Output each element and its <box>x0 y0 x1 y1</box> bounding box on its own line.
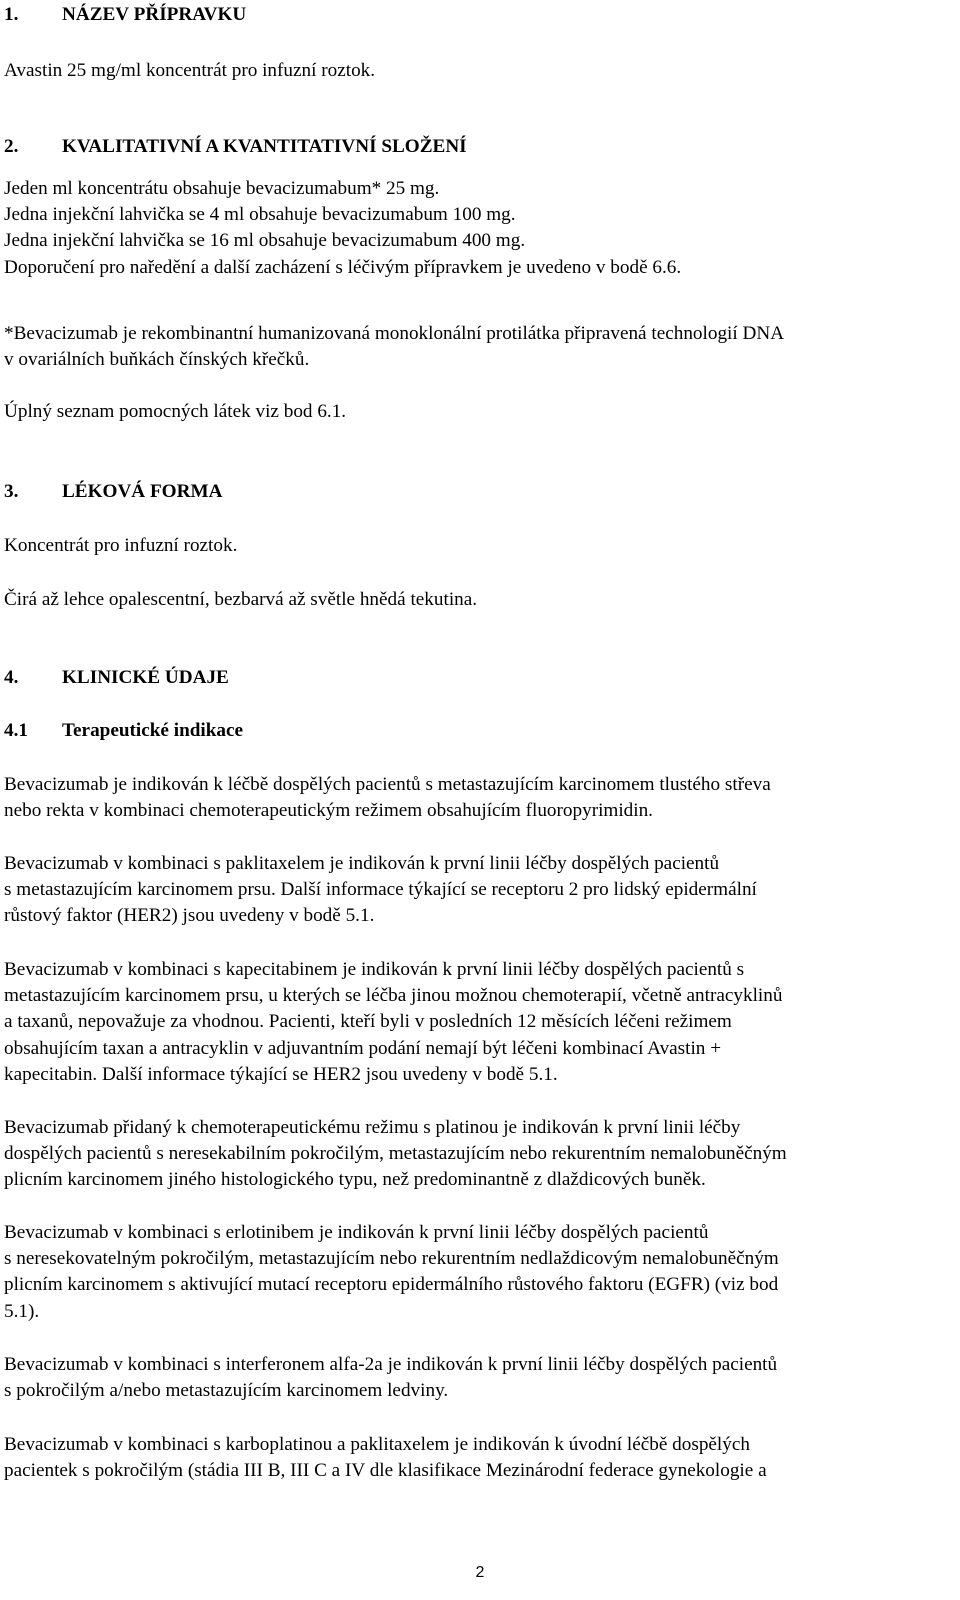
indication-paragraph <box>4 1432 956 1484</box>
section-3-heading <box>4 479 956 505</box>
text-line: Bevacizumab v kombinaci s kapecitabinem je indikován k první linii léčby dospělých pacientů s <box>4 959 745 980</box>
text-line: metastazujícím karcinomem prsu, u kterých se léčba jinou možnou chemoterapií, včetně antracyklinů <box>4 985 783 1007</box>
dosage-form-text: Koncentrát pro infuzní roztok. <box>4 535 238 556</box>
text-line: *Bevacizumab je rekombinantní humanizovaná monoklonální protilátka připravená technologií DNA <box>4 323 785 344</box>
text-line: Jedna injekční lahvička se 16 ml obsahuje bevacizumabum 400 mg. <box>4 230 526 252</box>
text-line: kapecitabin. Další informace týkající se HER2 jsou uvedeny v bodě 5.1. <box>4 1063 558 1085</box>
text-line: s neresekovatelným pokročilým, metastazujícím nebo rekurentním nedlaždicovým nemalobuněčným <box>4 1248 779 1270</box>
text-line: pacientek s pokročilým (stádia III B, III C a IV dle klasifikace Mezinárodní federace gynekologie a <box>4 1460 767 1482</box>
text-line: růstový faktor (HER2) jsou uvedeny v bodě 5.1. <box>4 905 375 927</box>
text-line: Jeden ml koncentrátu obsahuje bevacizumabum* 25 mg. <box>4 178 440 199</box>
text-line: a taxanů, nepovažuje za vhodnou. Pacienti, kteří byli v posledních 12 měsících léčeni režimem <box>4 1011 732 1033</box>
indication-paragraph <box>4 851 956 930</box>
text-line: plicním karcinomem jiného histologického typu, než predominantně z dlaždicových buněk. <box>4 1169 706 1191</box>
section-number: 4. <box>4 667 19 688</box>
text-line: Bevacizumab je indikován k léčbě dospělých pacientů s metastazujícím karcinomem tlustého střeva <box>4 774 771 795</box>
section-title: LÉKOVÁ FORMA <box>62 481 223 502</box>
appearance-text: Čirá až lehce opalescentní, bezbarvá až světle hnědá tekutina. <box>4 589 478 610</box>
text-line: Bevacizumab přidaný k chemoterapeutickému režimu s platinou je indikován k první linii léčby <box>4 1117 741 1138</box>
product-name: Avastin 25 mg/ml koncentrát pro infuzní roztok. <box>4 60 376 81</box>
indication-paragraph <box>4 1115 956 1194</box>
text-line: s pokročilým a/nebo metastazujícím karcinomem ledviny. <box>4 1380 449 1402</box>
composition-paragraph <box>4 176 956 281</box>
text-line: nebo rekta v kombinaci chemoterapeutickým režimem obsahujícím fluoropyrimidin. <box>4 800 653 822</box>
section-1-heading <box>4 2 956 28</box>
text-line: Bevacizumab v kombinaci s karboplatinou a paklitaxelem je indikován k úvodní léčbě dospělých <box>4 1434 750 1455</box>
indication-paragraph <box>4 772 956 824</box>
text-line: v ovariálních buňkách čínských křečků. <box>4 349 310 371</box>
section-title: Terapeutické indikace <box>62 720 244 741</box>
text-line: Bevacizumab v kombinaci s erlotinibem je indikován k první linii léčby dospělých pacientů <box>4 1222 709 1243</box>
section-number: 2. <box>4 136 19 157</box>
text-line: Bevacizumab v kombinaci s paklitaxelem je indikován k první linii léčby dospělých pacientů <box>4 853 720 874</box>
indication-paragraph <box>4 957 956 1088</box>
section-number: 1. <box>4 4 19 25</box>
excipients-note: Úplný seznam pomocných látek viz bod 6.1. <box>4 401 347 422</box>
text-line: s metastazujícím karcinomem prsu. Další informace týkající se receptoru 2 pro lidský epidermální <box>4 879 757 901</box>
page-number: 2 <box>475 1564 485 1581</box>
indication-paragraph <box>4 1220 956 1325</box>
text-line: Bevacizumab v kombinaci s interferonem alfa-2a je indikován k první linii léčby dospělých pacientů <box>4 1354 778 1375</box>
text-line: obsahujícím taxan a antracyklin v adjuvantním podání nemají být léčeni kombinací Avastin + <box>4 1037 722 1059</box>
section-title: KVALITATIVNÍ A KVANTITATIVNÍ SLOŽENÍ <box>62 136 467 157</box>
section-2-heading <box>4 134 956 160</box>
footnote-paragraph <box>4 321 956 373</box>
section-title: KLINICKÉ ÚDAJE <box>62 667 229 688</box>
section-number: 4.1 <box>4 720 28 741</box>
section-number: 3. <box>4 481 19 502</box>
section-title: NÁZEV PŘÍPRAVKU <box>62 4 247 25</box>
section-4-1-heading <box>4 718 956 744</box>
text-line: 5.1). <box>4 1300 40 1322</box>
text-line: plicním karcinomem s aktivující mutací receptoru epidermálního růstového faktoru (EGFR) (viz bod <box>4 1274 779 1296</box>
text-line: dospělých pacientů s neresekabilním pokročilým, metastazujícím nebo rekurentním nemalobuněčným <box>4 1143 787 1165</box>
section-4-heading <box>4 665 956 691</box>
text-line: Jedna injekční lahvička se 4 ml obsahuje bevacizumabum 100 mg. <box>4 204 516 226</box>
indication-paragraph <box>4 1352 956 1404</box>
text-line: Doporučení pro naředění a další zacházení s léčivým přípravkem je uvedeno v bodě 6.6. <box>4 256 682 278</box>
